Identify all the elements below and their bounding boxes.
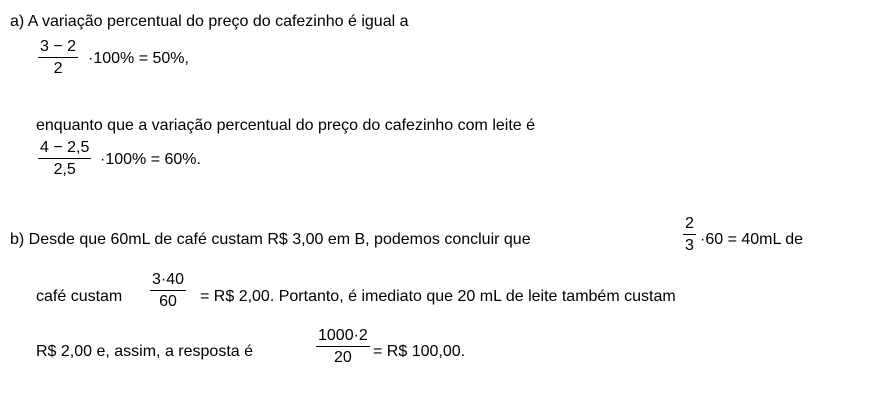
fraction-a1-denominator: 2 bbox=[53, 60, 63, 77]
fraction-a2-numerator: 4 − 2,5 bbox=[38, 138, 91, 159]
fraction-b3 bbox=[316, 326, 370, 369]
fraction-a2-denominator: 2,5 bbox=[53, 161, 76, 178]
part-b-line1: b) Desde que 60mL de café custam R$ 3,00 em B, podemos concluir que bbox=[10, 231, 531, 248]
fraction-b1 bbox=[683, 214, 696, 257]
part-b-line3-start: R$ 2,00 e, assim, a resposta é bbox=[36, 343, 253, 360]
fraction-b3-numerator: 1000·2 bbox=[316, 326, 370, 347]
part-b-line2-start: café custam bbox=[36, 288, 123, 305]
fraction-a2 bbox=[38, 138, 91, 181]
fraction-b1-numerator: 2 bbox=[683, 214, 696, 235]
fraction-a1-numerator: 3 − 2 bbox=[38, 37, 78, 58]
fraction-b2-denominator: 60 bbox=[159, 293, 177, 310]
fraction-b3-denominator: 20 bbox=[334, 349, 352, 366]
part-a-intro: a) A variação percentual do preço do cafezinho é igual a bbox=[10, 13, 409, 30]
fraction-b1-result: ·60 = 40mL de bbox=[700, 231, 804, 248]
fraction-b2-numerator: 3·40 bbox=[150, 270, 186, 291]
fraction-b2 bbox=[150, 270, 186, 313]
part-b-line3-result: = R$ 100,00. bbox=[373, 343, 466, 360]
fraction-a1-result: ·100% = 50%, bbox=[88, 50, 189, 67]
part-a-middle-text: enquanto que a variação percentual do preço do cafezinho com leite é bbox=[36, 117, 536, 134]
fraction-b1-denominator: 3 bbox=[685, 237, 694, 254]
fraction-a1 bbox=[38, 37, 78, 80]
part-b-line2-rest: = R$ 2,00. Portanto, é imediato que 20 mL de leite também custam bbox=[200, 288, 676, 305]
fraction-a2-result: ·100% = 60%. bbox=[100, 151, 201, 168]
